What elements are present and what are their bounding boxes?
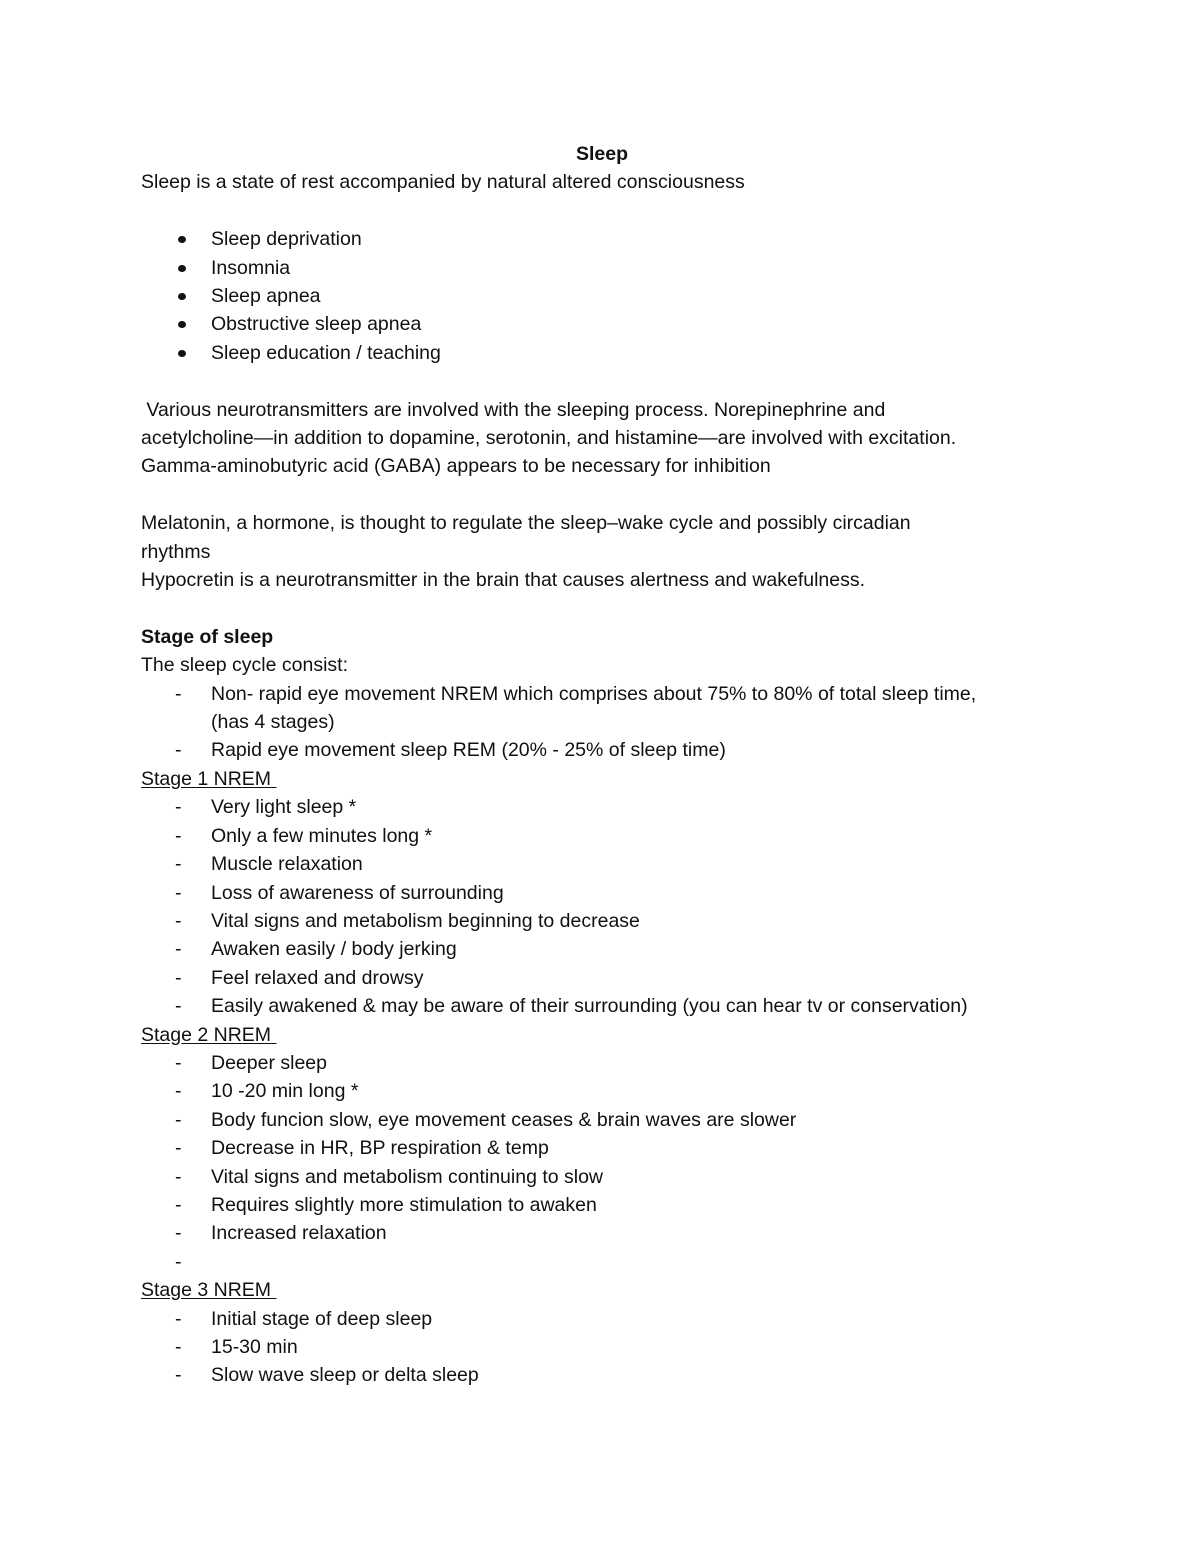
sleep-cycle-intro: The sleep cycle consist: [141, 654, 349, 677]
dash-bullet-icon [175, 879, 189, 907]
dash-bullet-icon [175, 992, 189, 1020]
dash-bullet-icon [175, 793, 189, 821]
sleep-definition: Sleep is a state of rest accompanied by natural altered consciousness [141, 171, 745, 194]
list-item: - Vital signs and metabolism continuing to slow [141, 1163, 1081, 1191]
dash-bullet-icon [175, 1219, 189, 1247]
list-item-continuation: (has 4 stages) [211, 711, 335, 734]
bullet-icon [178, 293, 186, 300]
spacer [141, 594, 1081, 622]
bullet-icon [178, 321, 186, 328]
list-item: - Slow wave sleep or delta sleep [141, 1361, 1081, 1389]
dash-bullet-icon [175, 935, 189, 963]
bullet-icon [178, 350, 186, 357]
melatonin-paragraph-line: Melatonin, a hormone, is thought to regulate the sleep–wake cycle and possibly circadian [141, 512, 911, 535]
list-item: - Increased relaxation [141, 1219, 1081, 1247]
document-page [141, 140, 1081, 1390]
list-item: - Vital signs and metabolism beginning to decrease [141, 907, 1081, 935]
list-item: - 15-30 min [141, 1333, 1081, 1361]
dash-bullet-icon [175, 1049, 189, 1077]
stage3-list [141, 1305, 1081, 1390]
neurotransmitter-paragraph-line: Gamma-aminobutyric acid (GABA) appears to be necessary for inhibition [141, 455, 771, 478]
list-item: Sleep education / teaching [141, 339, 1081, 367]
topics-list [141, 225, 1081, 367]
list-item: Sleep deprivation [141, 225, 1081, 253]
list-item [141, 1248, 1081, 1276]
document-title: Sleep [575, 143, 629, 165]
list-item: - Very light sleep * [141, 793, 1081, 821]
dash-bullet-icon [175, 1077, 189, 1105]
list-item: - Initial stage of deep sleep [141, 1305, 1081, 1333]
dash-bullet-icon [175, 850, 189, 878]
list-item: - Rapid eye movement sleep REM (20% - 25% of sleep time) [141, 736, 1081, 764]
dash-bullet-icon [175, 1333, 189, 1361]
sleep-cycle-list [141, 680, 1081, 765]
dash-bullet-icon [175, 1305, 189, 1333]
dash-bullet-icon [175, 907, 189, 935]
bullet-icon [178, 236, 186, 243]
dash-bullet-icon [175, 822, 189, 850]
neurotransmitter-paragraph-line: acetylcholine—in addition to dopamine, serotonin, and histamine—are involved with excitation. [141, 427, 957, 450]
list-item: - Body funcion slow, eye movement ceases & brain waves are slower [141, 1106, 1081, 1134]
stage1-list [141, 793, 1081, 1020]
hypocretin-paragraph: Hypocretin is a neurotransmitter in the brain that causes alertness and wakefulness. [141, 569, 866, 592]
melatonin-paragraph-line: rhythms [141, 540, 211, 563]
dash-bullet-icon [175, 1361, 189, 1389]
dash-bullet-icon [175, 736, 189, 764]
list-item: - Loss of awareness of surrounding [141, 879, 1081, 907]
list-item: - Only a few minutes long * [141, 822, 1081, 850]
dash-bullet-icon [175, 1191, 189, 1219]
list-item: Obstructive sleep apnea [141, 310, 1081, 338]
stages-heading: Stage of sleep [141, 625, 274, 648]
list-item: Sleep apnea [141, 282, 1081, 310]
list-item: - Awaken easily / body jerking [141, 935, 1081, 963]
dash-bullet-icon [175, 1163, 189, 1191]
list-item: - Feel relaxed and drowsy [141, 964, 1081, 992]
list-item: - Easily awakened & may be aware of their surrounding (you can hear tv or conservation) [141, 992, 1081, 1020]
spacer [141, 481, 1081, 509]
dash-bullet-icon [175, 964, 189, 992]
list-item: - Decrease in HR, BP respiration & temp [141, 1134, 1081, 1162]
dash-bullet-icon [175, 1134, 189, 1162]
neurotransmitter-paragraph-line: Various neurotransmitters are involved with the sleeping process. Norepinephrine and [141, 398, 886, 421]
spacer [141, 367, 1081, 395]
list-item: Insomnia [141, 254, 1081, 282]
list-item: - Requires slightly more stimulation to awaken [141, 1191, 1081, 1219]
dash-bullet-icon [175, 680, 189, 708]
spacer [141, 197, 1081, 225]
stage2-list [141, 1049, 1081, 1276]
stage3-heading: Stage 3 NREM [141, 1279, 277, 1302]
list-item: - 10 -20 min long * [141, 1077, 1081, 1105]
dash-bullet-icon [175, 1248, 189, 1276]
stage1-heading: Stage 1 NREM [141, 767, 277, 790]
list-item: - Non- rapid eye movement NREM which comprises about 75% to 80% of total sleep time, [141, 680, 1081, 708]
dash-bullet-icon [175, 1106, 189, 1134]
list-item: - Deeper sleep [141, 1049, 1081, 1077]
stage2-heading: Stage 2 NREM [141, 1023, 277, 1046]
bullet-icon [178, 265, 186, 272]
list-item: - Muscle relaxation [141, 850, 1081, 878]
